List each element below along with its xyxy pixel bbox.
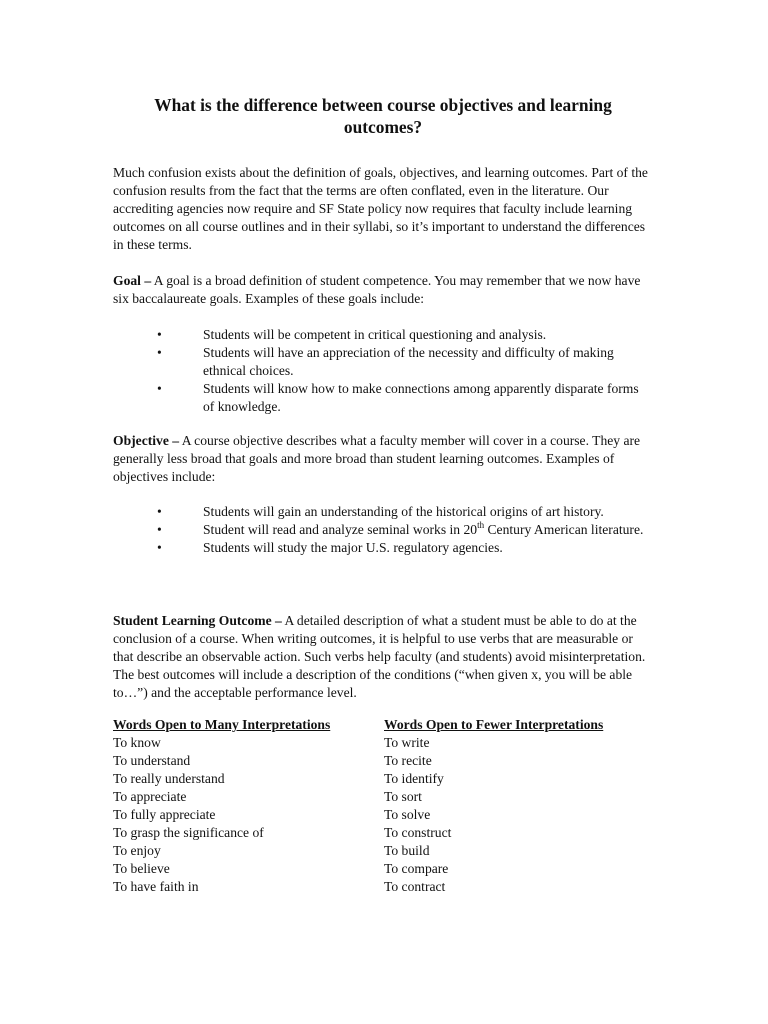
outcome-paragraph bbox=[113, 612, 648, 702]
bullet-text: Student will read and analyze seminal works in 20 bbox=[203, 522, 478, 537]
list-item: To identify bbox=[384, 771, 444, 786]
list-item: To construct bbox=[384, 825, 452, 840]
intro-paragraph: Much confusion exists about the definition of goals, objectives, and learning outcomes. Part of the confusion results from the fact that the terms are often conflated, even in the literature. Our accrediting agencies now require and SF State policy now requires that faculty include learning outcomes on all course outlines and in their syllabi, so it’s important to understand the differences in these terms. bbox=[113, 165, 648, 252]
list-item: To know bbox=[113, 735, 161, 750]
list-item: To recite bbox=[384, 753, 432, 768]
list-item bbox=[113, 521, 653, 539]
goal-bullet-list bbox=[113, 326, 653, 416]
objective-text: A course objective describes what a faculty member will cover in a course. They are generally less broad that goals and more broad than student learning outcomes. Examples of objectives include: bbox=[113, 433, 641, 484]
bullet-text: Students will have an appreciation of the necessity and difficulty of making ethnical choices. bbox=[203, 345, 614, 378]
objective-term: Objective – bbox=[113, 433, 180, 448]
page-title: What is the difference between course objectives and learning outcomes? bbox=[154, 95, 612, 137]
goal-paragraph bbox=[113, 272, 648, 308]
list-item bbox=[113, 503, 653, 521]
goal-text: A goal is a broad definition of student competence. You may remember that we now have six baccalaureate goals. Examples of these goals include: bbox=[113, 273, 641, 306]
column-header: Words Open to Fewer Interpretations bbox=[384, 717, 604, 732]
list-item: To enjoy bbox=[113, 843, 161, 858]
bullet-text: Students will know how to make connections among apparently disparate forms of knowledge. bbox=[203, 381, 639, 414]
list-item: To grasp the significance of bbox=[113, 825, 264, 840]
goal-term: Goal – bbox=[113, 273, 152, 288]
list-item: To build bbox=[384, 843, 430, 858]
list-item: To believe bbox=[113, 861, 170, 876]
list-item: To write bbox=[384, 735, 430, 750]
list-item bbox=[113, 326, 653, 344]
column-header: Words Open to Many Interpretations bbox=[113, 717, 331, 732]
list-item: To compare bbox=[384, 861, 449, 876]
list-item: To really understand bbox=[113, 771, 225, 786]
list-item bbox=[113, 539, 653, 557]
outcome-text: A detailed description of what a student must be able to do at the conclusion of a course. When writing outcomes, it is helpful to use verbs that are measurable or that describe an observable action. Such verbs help faculty (and students) avoid misinterpretation. The best outcomes will include a description of the conditions (“when given x, you will be able to…”) and the acceptable performance level. bbox=[113, 613, 646, 700]
outcome-term: Student Learning Outcome – bbox=[113, 613, 282, 628]
bullet-icon: • bbox=[157, 381, 162, 396]
list-item: To solve bbox=[384, 807, 431, 822]
superscript: th bbox=[477, 520, 485, 530]
bullet-icon: • bbox=[157, 522, 162, 537]
bullet-icon: • bbox=[157, 504, 162, 519]
list-item bbox=[113, 380, 653, 416]
list-item: To appreciate bbox=[113, 789, 187, 804]
fewer-interpretations-column bbox=[384, 716, 644, 896]
bullet-icon: • bbox=[157, 345, 162, 360]
bullet-icon: • bbox=[157, 540, 162, 555]
bullet-text: Students will gain an understanding of the historical origins of art history. bbox=[203, 504, 604, 519]
bullet-text: Students will be competent in critical questioning and analysis. bbox=[203, 327, 547, 342]
list-item: To sort bbox=[384, 789, 422, 804]
list-item bbox=[113, 344, 653, 380]
list-item: To fully appreciate bbox=[113, 807, 216, 822]
bullet-icon: • bbox=[157, 327, 162, 342]
list-item: To contract bbox=[384, 879, 446, 894]
objective-bullet-list bbox=[113, 503, 653, 557]
bullet-text-continued: Century American literature. bbox=[484, 522, 644, 537]
many-interpretations-column bbox=[113, 716, 373, 896]
bullet-text: Students will study the major U.S. regulatory agencies. bbox=[203, 540, 503, 555]
list-item: To have faith in bbox=[113, 879, 199, 894]
objective-paragraph bbox=[113, 432, 648, 486]
list-item: To understand bbox=[113, 753, 191, 768]
